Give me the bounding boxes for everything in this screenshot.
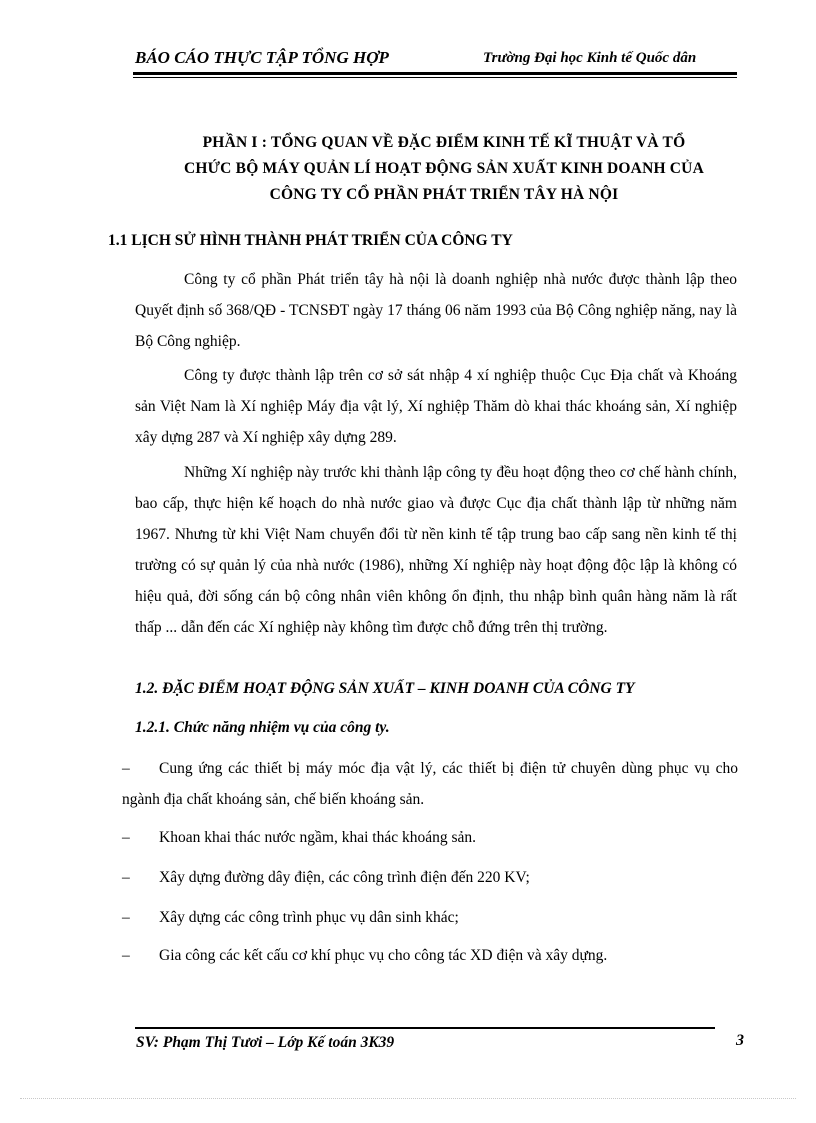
header-divider-thick — [133, 72, 737, 75]
bullet-text: Xây dựng đường dây điện, các công trình điện đến 220 KV; — [159, 869, 530, 886]
section-1-1-heading: 1.1 LỊCH SỬ HÌNH THÀNH PHÁT TRIỂN CỦA CÔNG TY — [108, 232, 513, 249]
part-title-line-3: CÔNG TY CỔ PHẦN PHÁT TRIỂN TÂY HÀ NỘI — [269, 186, 619, 203]
section-1-2-1-heading: 1.2.1. Chức năng nhiệm vụ của công ty. — [135, 719, 390, 736]
bullet-dash: – — [122, 760, 130, 777]
paragraph-3: Những Xí nghiệp này trước khi thành lập công ty đều hoạt động theo cơ chế hành chính, bao cấp, thực hiện kế hoạch do nhà nước giao và được Cục địa chất thành lập từ những năm 1967. Nhưng từ khi Việt Nam chuyển đổi từ nền kinh tế tập trung bao cấp sang nền kinh tế thị trường có sự quản lý của nhà nước (1986), những Xí nghiệp này hoạt động độc lập là không có hiệu quả, đời sống cán bộ công nhân viên không ổn định, thu nhập bình quân hàng năm là rất thấp ... dẫn đến các Xí nghiệp này không tìm được chỗ đứng trên thị trường. — [135, 464, 737, 636]
bullet-text: Xây dựng các công trình phục vụ dân sinh khác; — [159, 909, 459, 926]
bullet-text: Gia công các kết cấu cơ khí phục vụ cho công tác XD điện và xây dựng. — [159, 947, 608, 964]
paragraph-1: Công ty cổ phần Phát triển tây hà nội là doanh nghiệp nhà nước được thành lập theo Quyết định số 368/QĐ - TCNSĐT ngày 17 tháng 06 năm 1993 của Bộ Công nghiệp năng, nay là Bộ Công nghiệp. — [135, 271, 737, 350]
bullet-dash: – — [122, 909, 130, 926]
header-report-title: BÁO CÁO THỰC TẬP TỔNG HỢP — [135, 48, 389, 67]
part-title-line-1: PHẦN I : TỔNG QUAN VỀ ĐẶC ĐIỂM KINH TẾ KĨ THUẬT VÀ TỔ — [202, 134, 686, 151]
part-title-line-2: CHỨC BỘ MÁY QUẢN LÍ HOẠT ĐỘNG SẢN XUẤT KINH DOANH CỦA — [184, 160, 704, 177]
header-university: Trường Đại học Kinh tế Quốc dân — [483, 50, 697, 66]
bullet-item — [122, 902, 738, 933]
part-title — [150, 130, 738, 208]
bullet-item — [122, 822, 738, 853]
footer-divider — [135, 1027, 715, 1029]
page-number: 3 — [736, 1032, 744, 1049]
page-bottom-dotted-rule — [20, 1098, 796, 1099]
bullet-dash: – — [122, 829, 130, 846]
bullet-item — [122, 753, 738, 815]
bullet-item — [122, 940, 738, 971]
bullet-dash: – — [122, 869, 130, 886]
bullet-dash: – — [122, 947, 130, 964]
bullet-text: Cung ứng các thiết bị máy móc địa vật lý, các thiết bị điện tử chuyên dùng phục vụ cho ngành địa chất khoáng sản, chế biến khoáng sản. — [122, 760, 738, 808]
paragraph-2: Công ty được thành lập trên cơ sở sát nhập 4 xí nghiệp thuộc Cục Địa chất và Khoáng sản Việt Nam là Xí nghiệp Máy địa vật lý, Xí nghiệp Thăm dò khai thác khoáng sản, Xí nghiệp xây dựng 287 và Xí nghiệp xây dựng 289. — [135, 367, 737, 446]
section-1-2-heading: 1.2. ĐẶC ĐIỂM HOẠT ĐỘNG SẢN XUẤT – KINH DOANH CỦA CÔNG TY — [135, 680, 635, 697]
bullet-item — [122, 862, 738, 893]
footer-student-info: SV: Phạm Thị Tươi – Lớp Kế toán 3K39 — [136, 1034, 395, 1051]
header-divider-thin — [133, 77, 737, 78]
bullet-text: Khoan khai thác nước ngầm, khai thác khoáng sản. — [159, 829, 477, 846]
